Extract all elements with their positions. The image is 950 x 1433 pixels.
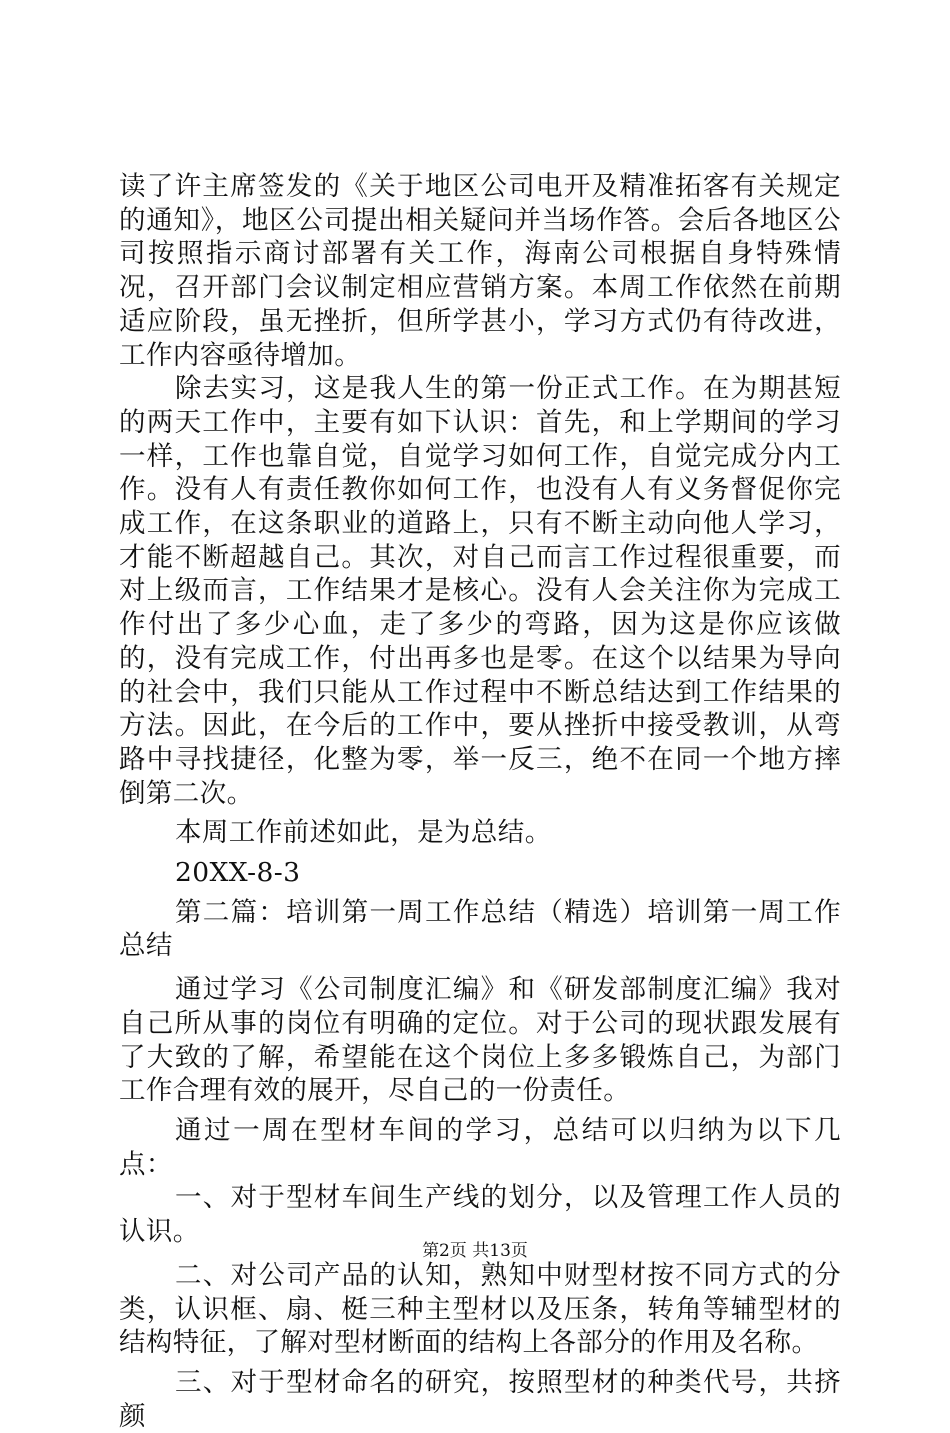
list-item-3: 三、对于型材命名的研究，按照型材的种类代号，共挤颜 xyxy=(119,1366,841,1432)
paragraph-intro: 通过学习《公司制度汇编》和《研发部制度汇编》我对自己所从事的岗位有明确的定位。对于公司的现状跟发展有了大致的了解，希望能在这个岗位上多多锻炼自己，为部门工作合理有效的展开，尽自己的一份责任。 xyxy=(119,974,841,1107)
page-number-footer: 第2页 共13页 xyxy=(422,1241,528,1261)
list-item-2: 二、对公司产品的认知，熟知中财型材按不同方式的分类，认识框、扇、梃三种主型材以及压条，转角等辅型材的结构特征，了解对型材断面的结构上各部分的作用及名称。 xyxy=(119,1259,841,1359)
list-item-1: 一、对于型材车间生产线的划分，以及管理工作人员的认识。 xyxy=(119,1182,841,1248)
paragraph-summary-line: 本周工作前述如此，是为总结。 xyxy=(175,817,552,849)
section-heading: 第二篇：培训第一周工作总结（精选）培训第一周工作总结 xyxy=(119,896,841,962)
paragraph-points-lead: 通过一周在型材车间的学习，总结可以归纳为以下几点： xyxy=(119,1114,841,1180)
paragraph-continuation: 读了许主席签发的《关于地区公司电开及精准拓客有关规定的通知》，地区公司提出相关疑问并当场作答。会后各地区公司按照指示商讨部署有关工作，海南公司根据自身特殊情况，召开部门会议制定相应营销方案。本周工作依然在前期适应阶段，虽无挫折，但所学甚小，学习方式仍有待改进，工作内容亟待增加。 xyxy=(119,171,841,371)
paragraph-date: 20XX-8-3 xyxy=(175,857,301,889)
paragraph-reflection: 除去实习，这是我人生的第一份正式工作。在为期甚短的两天工作中，主要有如下认识：首先，和上学期间的学习一样，工作也靠自觉，自觉学习如何工作，自觉完成分内工作。没有人有责任教你如何工作，也没有人有义务督促你完成工作，在这条职业的道路上，只有不断主动向他人学习，才能不断超越自己。其次，对自己而言工作过程很重要，而对上级而言，工作结果才是核心。没有人会关注你为完成工作付出了多少心血，走了多少的弯路，因为这是你应该做的，没有完成工作，付出再多也是零。在这个以结果为导向的社会中，我们只能从工作过程中不断总结达到工作结果的方法。因此，在今后的工作中，要从挫折中接受教训，从弯路中寻找捷径，化整为零，举一反三，绝不在同一个地方摔倒第二次。 xyxy=(119,373,841,809)
